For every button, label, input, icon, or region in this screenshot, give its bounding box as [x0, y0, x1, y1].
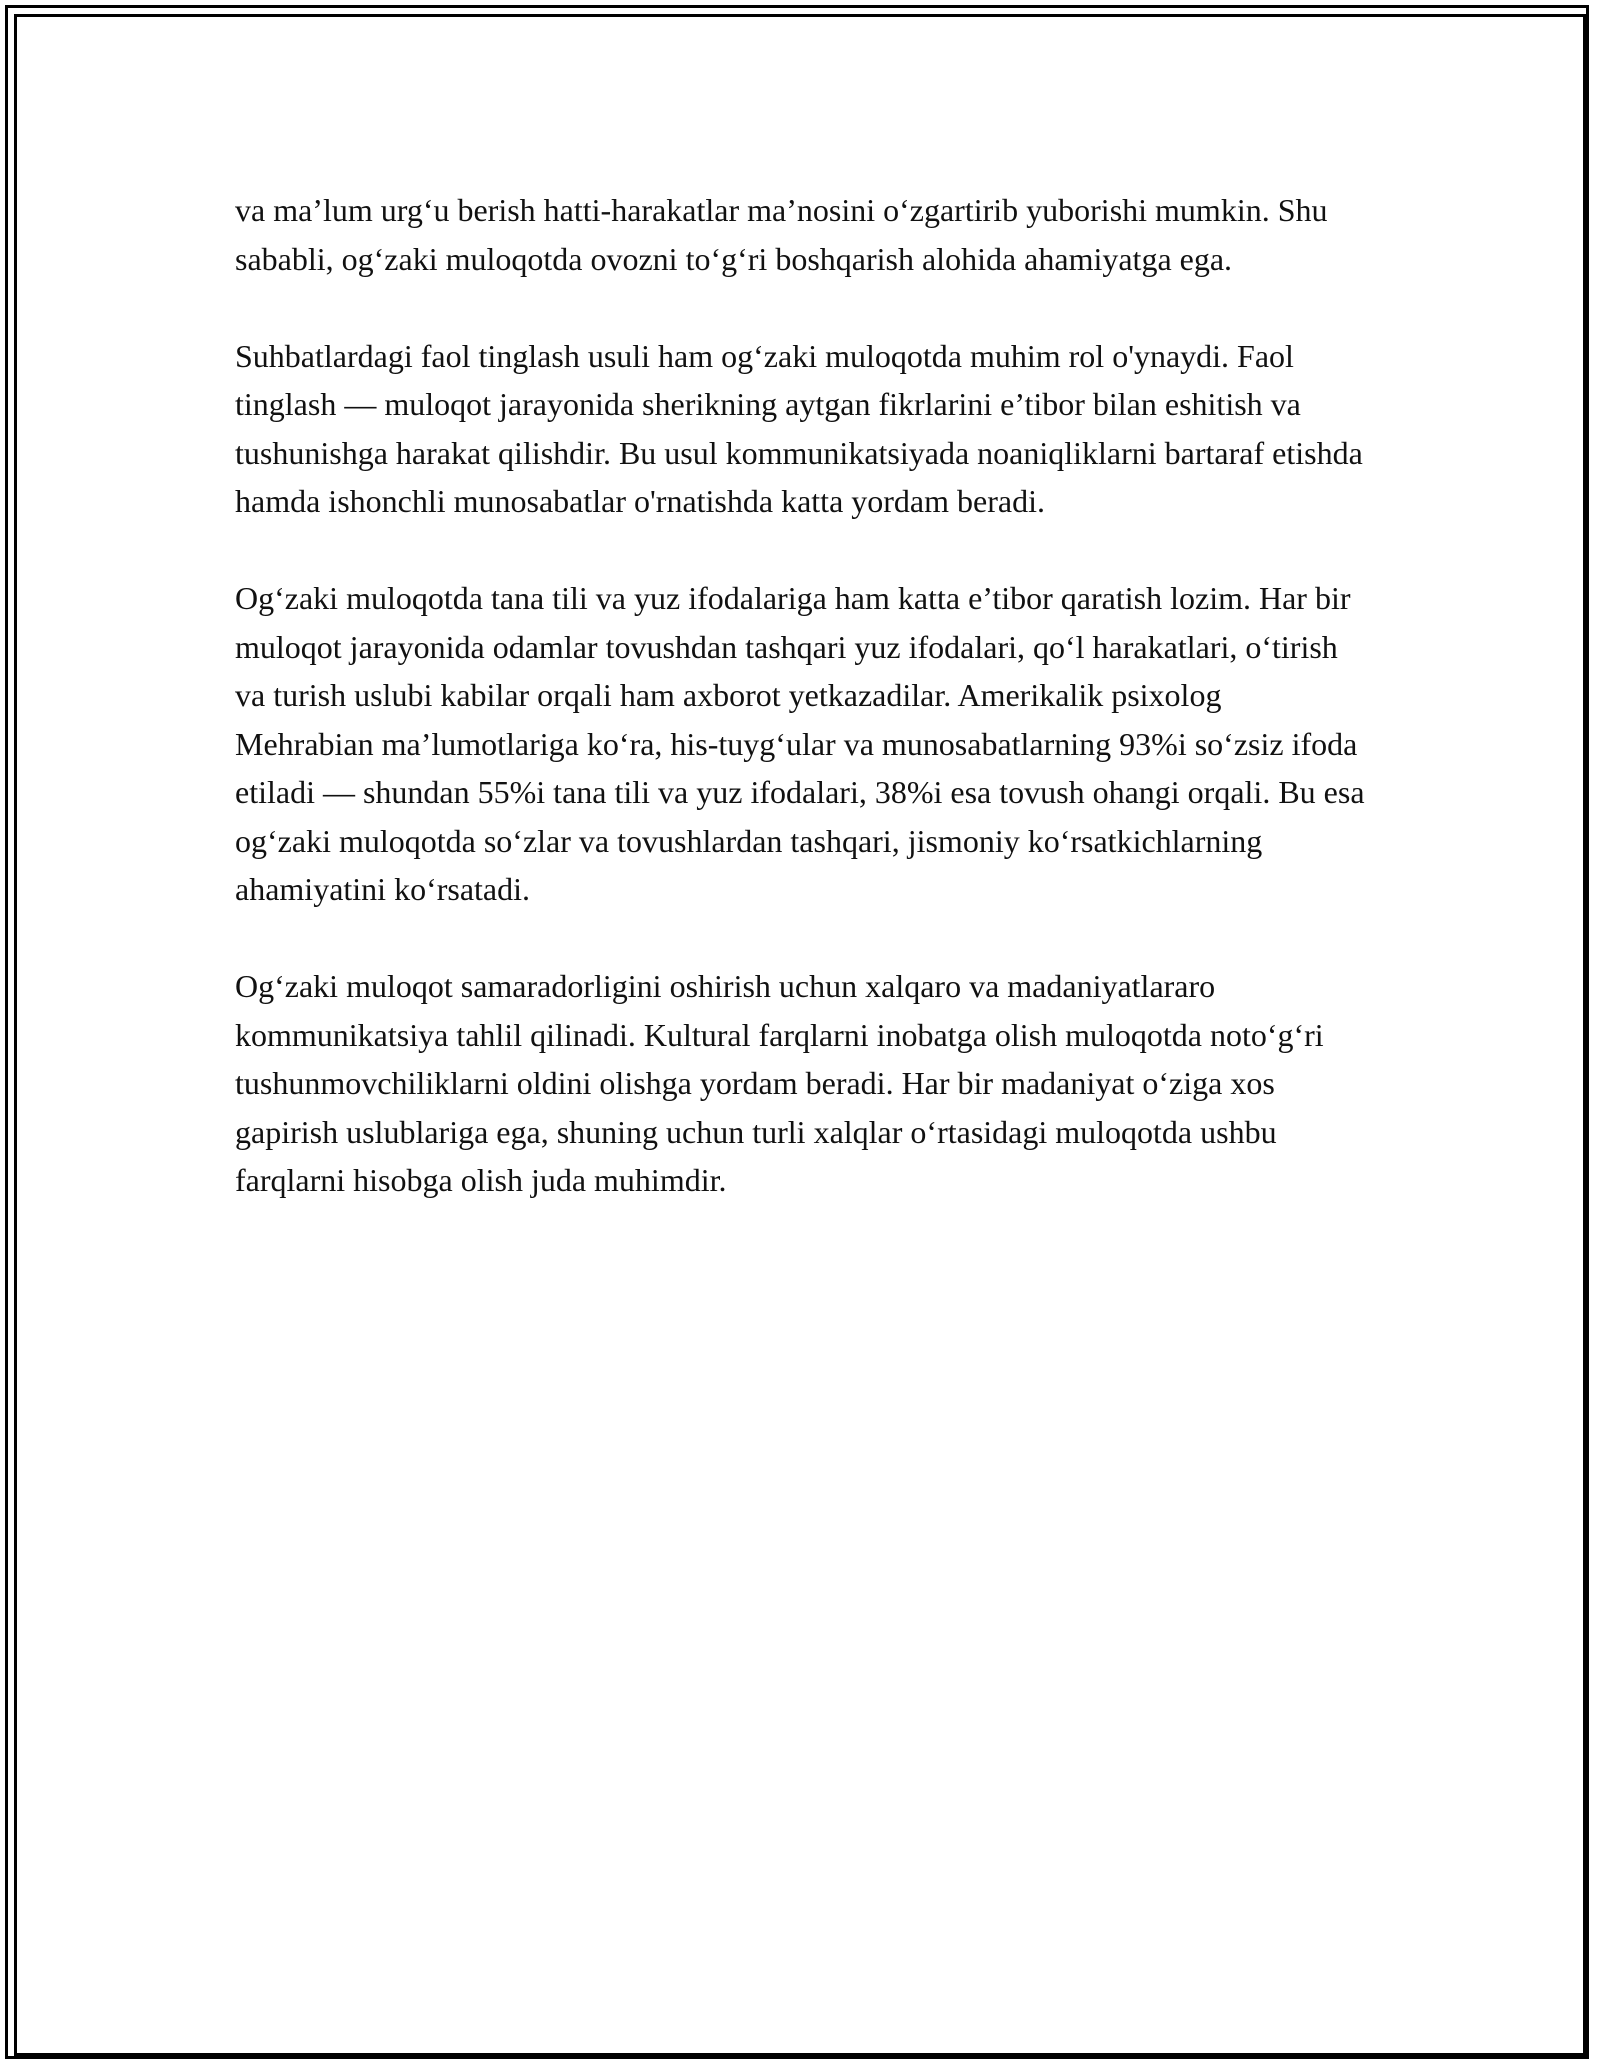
paragraph-3: Og‘zaki muloqotda tana tili va yuz ifodalariga ham katta e’tibor qaratish lozim. Har bir muloqot jarayonida odamlar tovushdan tashqari yuz ifodalari, qo‘l harakatlari, o‘tirish va turish uslubi kabilar orqali ham axborot yetkazadilar. Amerikalik psixolog Mehrabian ma’lumotlariga ko‘ra, his-tuyg‘ular va munosabatlarning 93%i so‘zsiz ifoda etiladi — shundan 55%i tana tili va yuz ifodalari, 38%i esa tovush ohangi orqali. Bu esa og‘zaki muloqotda so‘zlar va tovushlardan tashqari, jismoniy ko‘rsatkichlarning ahamiyatini ko‘rsatadi. — [235, 580, 1365, 907]
paragraph-2: Suhbatlardagi faol tinglash usuli ham og‘zaki muloqotda muhim rol o'ynaydi. Faol tinglash — muloqot jarayonida sherikning aytgan fikrlarini e’tibor bilan eshitish va tushunishga harakat qilishdir. Bu usul kommunikatsiyada noaniqliklarni bartaraf etishda hamda ishonchli munosabatlar o'rnatishda katta yordam beradi. — [235, 337, 1363, 519]
paragraph-4: Og‘zaki muloqot samaradorligini oshirish uchun xalqaro va madaniyatlararo kommunikatsiya tahlil qilinadi. Kultural farqlarni inobatga olish muloqotda noto‘g‘ri tushunmovchiliklarni oldini olishga yordam beradi. Har bir madaniyat o‘ziga xos gapirish uslublariga ega, shuning uchun turli xalqlar o‘rtasidagi muloqotda ushbu farqlarni hisobga olish juda muhimdir. — [235, 968, 1324, 1198]
paragraph-1: va ma’lum urg‘u berish hatti-harakatlar ma’nosini o‘zgartirib yuborishi mumkin. Shu sababli, og‘zaki muloqotda ovozni to‘g‘ri boshqarish alohida ahamiyatga ega. — [235, 192, 1328, 277]
document-body — [235, 186, 1365, 1253]
